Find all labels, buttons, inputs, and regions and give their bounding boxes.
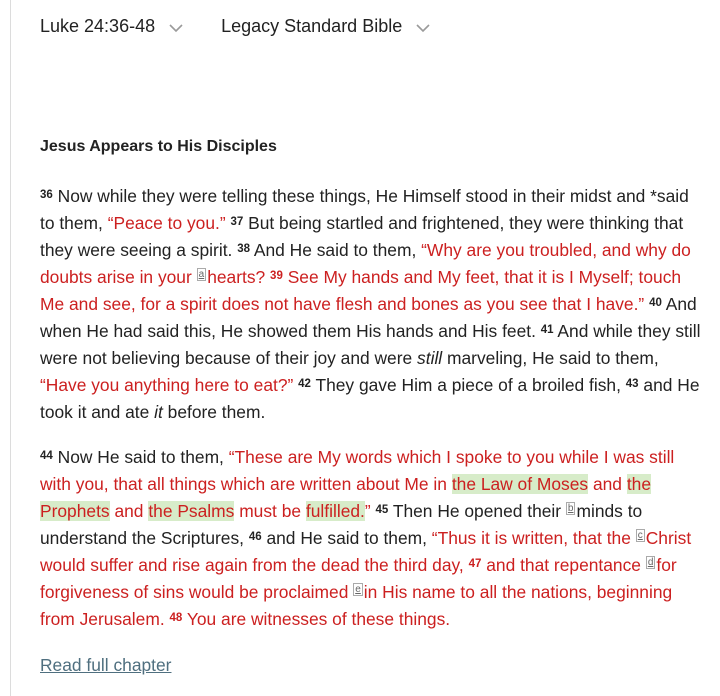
footnote-marker[interactable]: c [637,530,643,541]
verse-text: minds to understand the Scriptures, [40,501,643,548]
verse-number: 47 [468,558,482,570]
verse-number: 44 [40,450,53,462]
verse-text: before them. [167,402,266,422]
verse-number: 40 [649,297,662,309]
footnote-marker[interactable]: a [198,269,205,280]
highlighted-phrase: fulfilled. [305,501,365,521]
verse-text: marveling, He said to them, [447,348,659,368]
verse-text: And while they still were not believing because of their joy and were [40,321,701,368]
reference-dropdown[interactable] [40,16,183,37]
version-dropdown[interactable] [221,16,430,37]
read-full-chapter-link[interactable]: Read full chapter [40,655,172,675]
words-of-jesus: “Thus it is written, that the [431,528,631,548]
words-of-jesus: and that repentance [486,555,641,575]
section-heading: Jesus Appears to His Disciples [40,138,277,155]
words-of-jesus: “Peace to you.” [107,213,226,233]
paragraph [40,444,704,633]
words-of-jesus: See My hands and My feet, that it is I Myself; touch Me and see, for a spirit does not have flesh and bones as you see that I have.” [40,267,682,314]
verse-number: 43 [625,378,639,390]
verse-text: They gave Him a piece of a broiled fish, [315,375,621,395]
version-label: Legacy Standard Bible [221,16,403,36]
verse-number: 36 [40,189,53,201]
chevron-down-icon [169,24,183,33]
chevron-down-icon [416,24,430,33]
words-of-jesus: for forgiveness of sins would be proclaimed [40,555,677,602]
passage-selector-bar [40,16,430,37]
italic-supplied-word: still [417,348,443,368]
verse-text: And He said to them, [253,240,417,260]
words-of-jesus: You are witnesses of these things. [186,609,451,629]
highlighted-phrase: the Law of Moses [451,474,589,494]
words-of-jesus: “These are My words which I spoke to you while I was still with you, that all things which are written about Me in [40,447,675,494]
verse-number: 45 [375,504,389,516]
words-of-jesus: and [114,501,144,521]
words-of-jesus: in His name to all the nations, beginning from Jerusalem. [40,582,673,629]
paragraph [40,183,704,426]
verse-number: 38 [237,243,250,255]
italic-supplied-word: it [154,402,163,422]
verse-number: 37 [230,216,244,228]
words-of-jesus: “Have you anything here to eat?” [40,375,294,395]
left-border [10,0,11,696]
verse-text: and He took it and ate [40,375,700,422]
footnote-marker[interactable]: b [567,503,574,514]
verse-number: 48 [169,612,183,624]
passage-text [40,183,704,651]
verse-text: Then He opened their [392,501,562,521]
verse-text: Now He said to them, [57,447,224,467]
verse-number: 42 [298,378,311,390]
verse-text: And when He had said this, He showed them His hands and His feet. [40,294,697,341]
words-of-jesus: hearts? [207,267,266,287]
verse-text: and He said to them, [266,528,427,548]
verse-number: 41 [540,324,554,336]
words-of-jesus: “Why are you troubled, and why do doubts arise in your [40,240,691,287]
verse-text: But being startled and frightened, they were thinking that they were seeing a spirit. [40,213,684,260]
words-of-jesus: must be [239,501,302,521]
reference-label: Luke 24:36-48 [40,16,156,36]
verse-number: 39 [270,270,283,282]
footnote-marker[interactable]: d [647,557,654,568]
verse-text: Now while they were telling these things, He Himself stood in their midst and *said to them, [40,186,689,233]
words-of-jesus: and [592,474,622,494]
highlighted-phrase: the Psalms [148,501,235,521]
footnote-marker[interactable]: e [355,584,361,595]
highlighted-phrase: the Prophets [40,474,652,521]
verse-number: 46 [248,531,262,543]
words-of-jesus: ” [364,501,371,521]
words-of-jesus: Christ would suffer and rise again from the dead the third day, [40,528,692,575]
